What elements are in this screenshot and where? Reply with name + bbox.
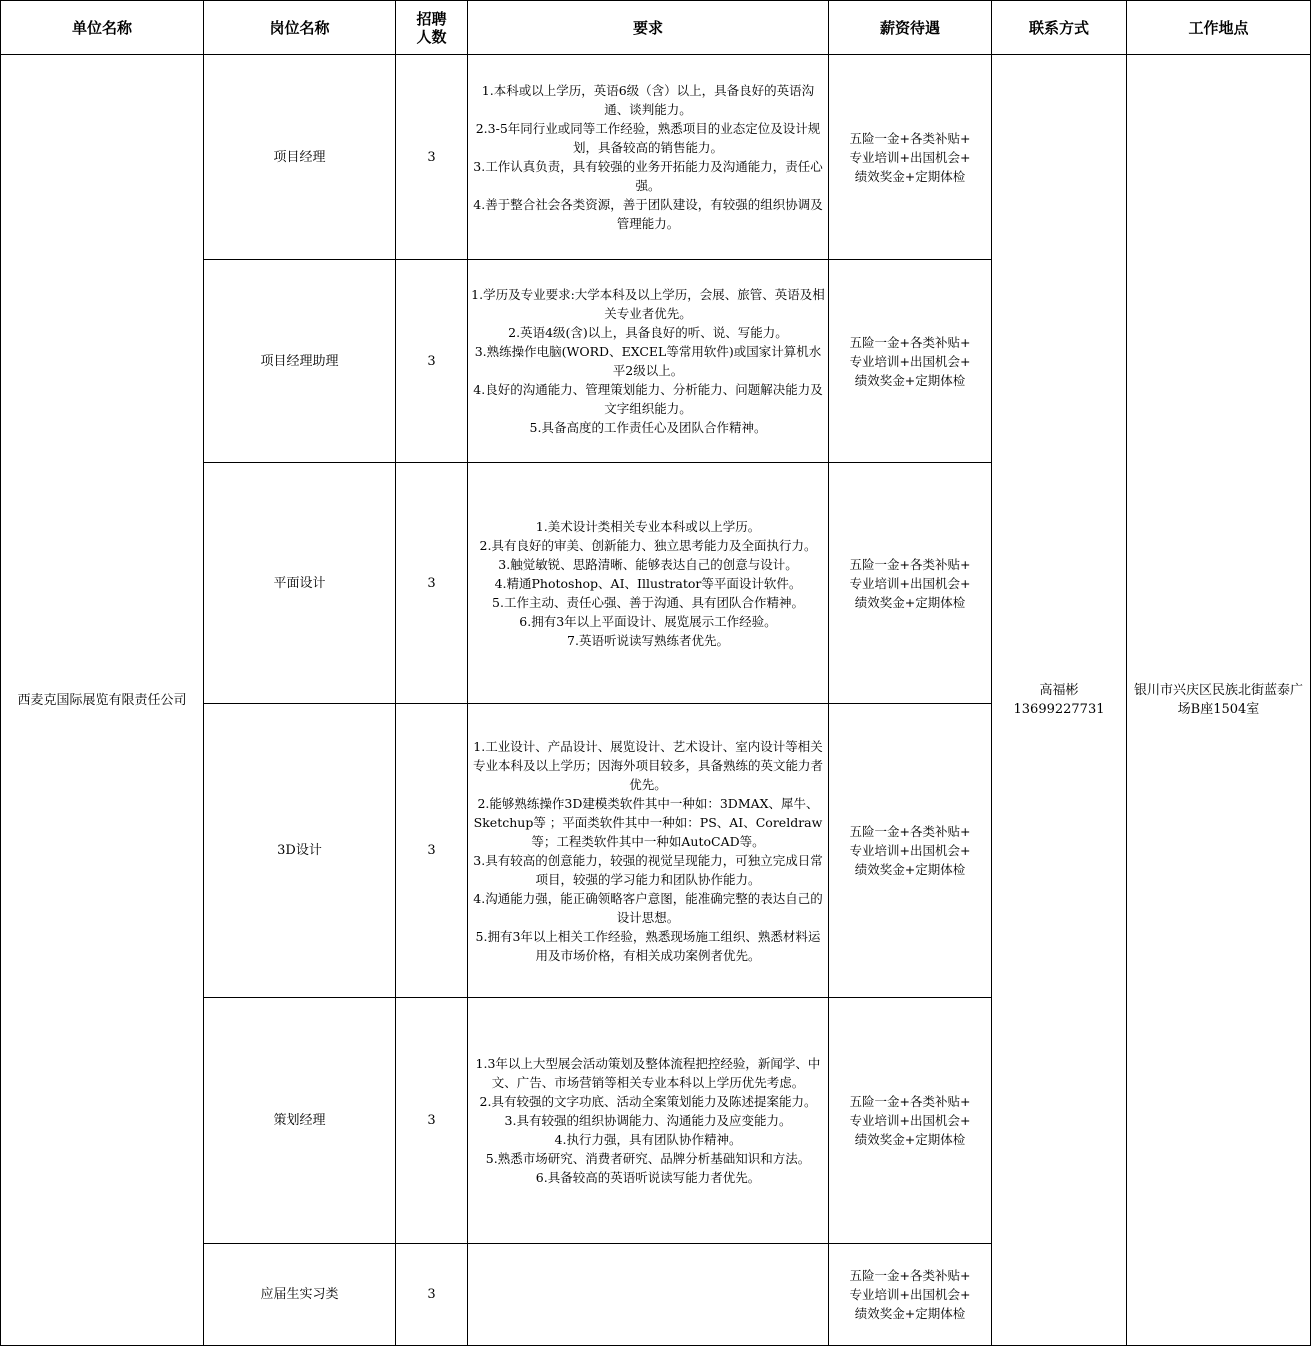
requirement-item: 3.熟练操作电脑(WORD、EXCEL等常用软件)或国家计算机水平2级以上。 <box>474 344 822 378</box>
salary-cell <box>829 55 992 260</box>
requirement-item: 1.本科或以上学历，英语6级（含）以上，具备良好的英语沟通、谈判能力。 <box>481 83 815 117</box>
salary-line: 绩效奖金+定期体检 <box>854 862 966 877</box>
requirement-item: 1.工业设计、产品设计、展览设计、艺术设计、室内设计等相关专业本科及以上学历；因海外项目较多，具备熟练的英文能力者优先。 <box>472 738 823 792</box>
requirement-item: 5.熟悉市场研究、消费者研究、品牌分析基础知识和方法。 <box>485 1151 811 1166</box>
requirement-item: 2.3-5年同行业或同等工作经验，熟悉项目的业态定位及设计规划，具备较高的销售能力。 <box>475 121 821 155</box>
count-cell: 3 <box>396 1244 468 1346</box>
requirement-item: 7.英语听说读写熟练者优先。 <box>567 632 729 648</box>
salary-line: 五险一金+各类补贴+ <box>849 334 971 350</box>
requirement-item: 5.具备高度的工作责任心及团队合作精神。 <box>529 420 767 435</box>
position-cell: 策划经理 <box>204 998 396 1244</box>
header-row <box>1 1 1311 55</box>
salary-line: 绩效奖金+定期体检 <box>854 1306 966 1321</box>
requirement-item: 1.学历及专业要求:大学本科及以上学历，会展、旅管、英语及相关专业者优先。 <box>471 287 825 321</box>
salary-line: 五险一金+各类补贴+ <box>849 1094 971 1109</box>
position-cell: 项目经理助理 <box>204 260 396 463</box>
requirement-item: 2.英语4级(含)以上，具备良好的听、说、写能力。 <box>508 325 788 340</box>
salary-line: 绩效奖金+定期体检 <box>854 168 966 184</box>
position-cell: 3D设计 <box>204 704 396 998</box>
requirements-cell <box>468 55 829 260</box>
salary-line: 五险一金+各类补贴+ <box>849 1268 971 1283</box>
requirement-item: 2.具有良好的审美、创新能力、独立思考能力及全面执行力。 <box>479 537 817 553</box>
requirement-item: 5.拥有3年以上相关工作经验，熟悉现场施工组织、熟悉材料运用及市场价格，有相关成功案例者优先。 <box>475 928 821 963</box>
salary-line: 五险一金+各类补贴+ <box>849 556 971 572</box>
requirement-item: 5.工作主动、责任心强、善于沟通、具有团队合作精神。 <box>492 594 804 610</box>
contact-name: 高福彬 <box>1039 683 1079 698</box>
requirement-item: 6.具备较高的英语听说读写能力者优先。 <box>535 1170 761 1185</box>
requirements-cell <box>468 260 829 463</box>
header-contact: 联系方式 <box>992 1 1127 55</box>
header-unit: 单位名称 <box>1 1 204 55</box>
requirement-item: 2.能够熟练操作3D建模类软件其中一种如：3DMAX、犀牛、Sketchup等 ；平面类软件其中一种如：PS、AI、Coreldraw等；工程类软件其中一种如AutoCAD等。 <box>473 795 823 849</box>
salary-line: 专业培训+出国机会+ <box>849 575 971 591</box>
position-cell: 平面设计 <box>204 463 396 704</box>
requirement-item: 6.拥有3年以上平面设计、展览展示工作经验。 <box>519 613 777 629</box>
header-salary: 薪资待遇 <box>829 1 992 55</box>
salary-line: 绩效奖金+定期体检 <box>854 372 966 388</box>
count-cell: 3 <box>396 463 468 704</box>
position-cell: 应届生实习类 <box>204 1244 396 1346</box>
salary-line: 专业培训+出国机会+ <box>849 353 971 369</box>
requirement-item: 4.执行力强，具有团队协作精神。 <box>554 1132 742 1147</box>
position-cell: 项目经理 <box>204 55 396 260</box>
count-cell: 3 <box>396 55 468 260</box>
requirement-item: 1.美术设计类相关专业本科或以上学历。 <box>535 518 761 534</box>
requirement-item: 3.工作认真负责，具有较强的业务开拓能力及沟通能力，责任心强。 <box>473 159 823 193</box>
salary-cell <box>829 1244 992 1346</box>
count-cell: 3 <box>396 998 468 1244</box>
table-row <box>1 55 1311 260</box>
salary-cell <box>829 998 992 1244</box>
salary-line: 专业培训+出国机会+ <box>849 149 971 165</box>
count-cell: 3 <box>396 260 468 463</box>
header-requirements: 要求 <box>468 1 829 55</box>
requirements-cell <box>468 463 829 704</box>
salary-cell <box>829 463 992 704</box>
salary-line: 专业培训+出国机会+ <box>849 843 971 858</box>
requirement-item: 3.具有较强的组织协调能力、沟通能力及应变能力。 <box>504 1113 792 1128</box>
requirement-item: 4.良好的沟通能力、管理策划能力、分析能力、问题解决能力及文字组织能力。 <box>473 382 823 416</box>
salary-line: 绩效奖金+定期体检 <box>854 594 966 610</box>
requirement-item: 4.精通Photoshop、AI、Illustrator等平面设计软件。 <box>494 575 802 591</box>
requirement-item: 3.触觉敏锐、思路清晰、能够表达自己的创意与设计。 <box>498 556 798 572</box>
contact-cell <box>992 55 1127 1346</box>
unit-name-cell: 西麦克国际展览有限责任公司 <box>1 55 204 1346</box>
requirement-item: 1.3年以上大型展会活动策划及整体流程把控经验，新闻学、中文、广告、市场营销等相关专业本科以上学历优先考虑。 <box>475 1056 821 1090</box>
header-count: 招聘人数 <box>396 1 468 55</box>
salary-line: 专业培训+出国机会+ <box>849 1113 971 1128</box>
location-cell: 银川市兴庆区民族北街蓝泰广场B座1504室 <box>1127 55 1311 1346</box>
salary-cell <box>829 260 992 463</box>
requirement-item: 4.善于整合社会各类资源，善于团队建设，有较强的组织协调及管理能力。 <box>473 197 823 231</box>
contact-phone: 13699227731 <box>1013 702 1105 717</box>
requirements-cell <box>468 704 829 998</box>
requirements-cell <box>468 998 829 1244</box>
salary-line: 专业培训+出国机会+ <box>849 1287 971 1302</box>
requirement-item: 4.沟通能力强，能正确领略客户意图，能准确完整的表达自己的设计思想。 <box>473 890 823 925</box>
salary-line: 五险一金+各类补贴+ <box>849 130 971 146</box>
requirement-item: 2.具有较强的文字功底、活动全案策划能力及陈述提案能力。 <box>479 1094 817 1109</box>
salary-line: 绩效奖金+定期体检 <box>854 1132 966 1147</box>
count-cell: 3 <box>396 704 468 998</box>
salary-cell <box>829 704 992 998</box>
header-location: 工作地点 <box>1127 1 1311 55</box>
salary-line: 五险一金+各类补贴+ <box>849 824 971 839</box>
requirements-cell <box>468 1244 829 1346</box>
requirement-item: 3.具有较高的创意能力，较强的视觉呈现能力，可独立完成日常项目，较强的学习能力和团队协作能力。 <box>473 852 823 887</box>
header-position: 岗位名称 <box>204 1 396 55</box>
